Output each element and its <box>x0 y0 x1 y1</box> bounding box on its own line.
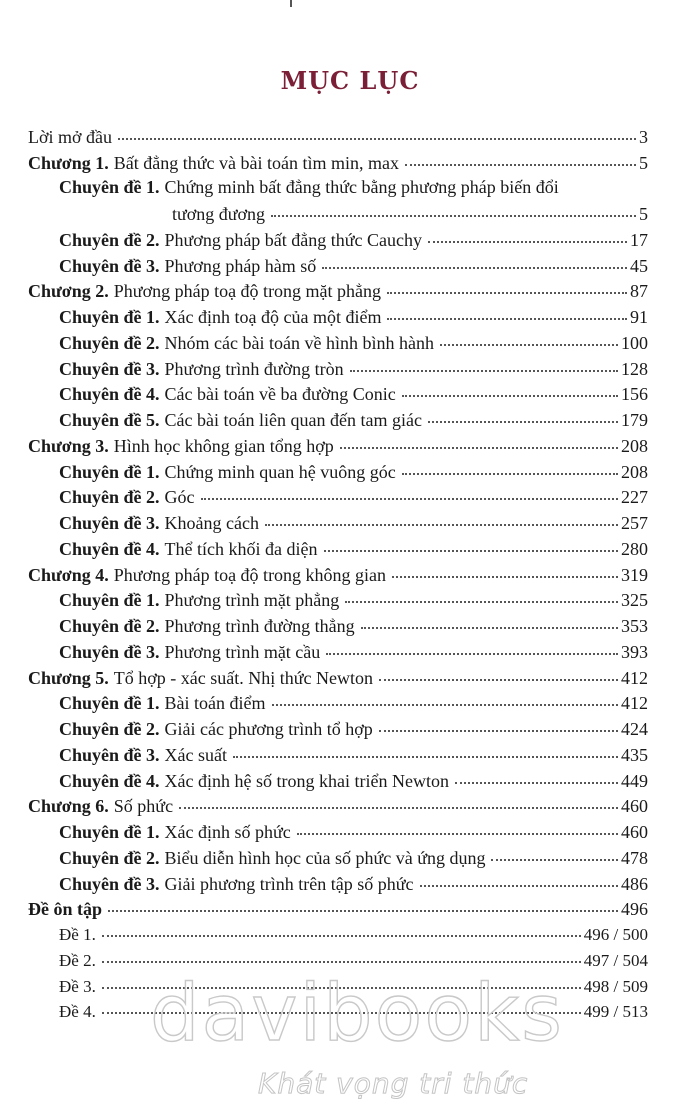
toc-entry-title: Phương pháp toạ độ trong không gian <box>113 564 387 585</box>
dot-leader <box>102 961 581 963</box>
toc-entry-page-number: 498 / 509 <box>583 976 648 996</box>
toc-entry-page-number: 478 <box>621 847 648 868</box>
toc-entry-page-number: 257 <box>621 513 648 533</box>
toc-entry <box>28 382 648 408</box>
dot-leader <box>402 395 618 397</box>
toc-entry <box>28 639 648 665</box>
dot-leader <box>345 601 618 603</box>
toc-entry-page-number: 499 / 513 <box>583 1002 648 1022</box>
toc-entry-title: Phương pháp toạ độ trong mặt phẳng <box>113 281 382 302</box>
toc-entry-title: Tổ hợp - xác suất. Nhị thức Newton <box>113 667 374 688</box>
toc-entry <box>28 794 648 820</box>
toc-entry-title: Giải các phương trình tổ hợp <box>164 719 373 739</box>
toc-entry-label: Chuyên đề 1. <box>59 693 160 714</box>
toc-entry-title: Bất đẳng thức và bài toán tìm min, max <box>113 152 399 173</box>
toc-entry-page-number: 5 <box>639 204 648 224</box>
dot-leader <box>379 679 618 681</box>
toc-entry-page-number: 319 <box>621 564 648 585</box>
toc-entry <box>28 691 648 717</box>
toc-entry-label: Chuyên đề 1. <box>59 590 160 611</box>
toc-entry-label: Chuyên đề 2. <box>59 616 160 636</box>
toc-entry-title: Đề 4. <box>59 1002 96 1022</box>
toc-entry-page-number: 128 <box>621 358 648 379</box>
toc-entry-title: Các bài toán liên quan đến tam giác <box>164 410 422 430</box>
toc-entry <box>28 227 648 253</box>
toc-entry-title: Phương trình mặt phẳng <box>164 590 340 611</box>
dot-leader <box>297 833 618 835</box>
toc-entry <box>28 201 648 227</box>
toc-entry-page-number: 280 <box>621 538 648 559</box>
toc-entry-page-number: 393 <box>621 641 648 662</box>
toc-entry <box>28 510 648 536</box>
toc-entry-page-number: 486 <box>621 873 648 894</box>
toc-entry <box>28 253 648 279</box>
dot-leader <box>102 935 581 937</box>
toc-entry-page-number: 208 <box>621 435 648 456</box>
toc-entry-title: Phương pháp hàm số <box>164 255 317 276</box>
toc-entry-label: Chương 5. <box>28 667 109 688</box>
toc-entry <box>28 819 648 845</box>
toc-entry <box>28 613 648 639</box>
toc-entry-label: Chuyên đề 3. <box>59 255 160 276</box>
toc-entry-page-number: 496 / 500 <box>583 925 648 944</box>
toc-entry-page-number: 496 <box>621 899 648 920</box>
toc-entry-label: Chuyên đề 5. <box>59 410 160 430</box>
toc-entry-page-number: 208 <box>621 461 648 482</box>
dot-leader <box>326 653 618 655</box>
dot-leader <box>402 473 618 475</box>
toc-entry-label: Chuyên đề 2. <box>59 847 160 868</box>
toc-entry-title: Phương trình mặt cầu <box>164 641 321 662</box>
toc-entry-label: Chuyên đề 3. <box>59 513 160 533</box>
toc-entry <box>28 407 648 433</box>
toc-entry-page-number: 353 <box>621 616 648 636</box>
toc-entry <box>28 485 648 511</box>
dot-leader <box>361 627 618 629</box>
toc-entry-title: Đề 3. <box>59 976 96 996</box>
toc-entry <box>28 665 648 691</box>
dot-leader <box>491 859 618 861</box>
dot-leader <box>387 292 627 294</box>
toc-entry <box>28 922 648 948</box>
dot-leader <box>324 550 619 552</box>
toc-entry <box>28 124 648 150</box>
toc-entry-title: Chứng minh quan hệ vuông góc <box>164 461 396 482</box>
dot-leader <box>428 241 627 243</box>
watermark-slogan: Khát vọng tri thức <box>258 1067 529 1100</box>
toc-entry-title: Góc <box>164 487 195 508</box>
toc-entry-page-number: 449 <box>621 770 648 791</box>
toc-entry <box>28 433 648 459</box>
toc-entry-title: Xác định số phức <box>164 822 291 842</box>
toc-entry-label: Chuyên đề 4. <box>59 384 160 405</box>
toc-entry <box>28 716 648 742</box>
toc-entry-title: Xác suất <box>164 744 228 765</box>
toc-entry-page-number: 91 <box>630 307 648 327</box>
toc-entry-title: Biểu diễn hình học của số phức và ứng dụng <box>164 847 486 868</box>
toc-entry-page-number: 100 <box>621 332 648 353</box>
toc-entry <box>28 150 648 176</box>
dot-leader <box>392 576 618 578</box>
toc-entry-label: Chuyên đề 4. <box>59 770 160 791</box>
toc-entry <box>28 176 648 202</box>
toc-entry-title: Đề 2. <box>59 950 96 970</box>
toc-entry-title: Chứng minh bất đẳng thức bằng phương pháp biến đổi <box>164 176 559 197</box>
toc-entry-label: Chuyên đề 1. <box>59 176 160 197</box>
toc-entry <box>28 330 648 356</box>
dot-leader <box>233 756 618 758</box>
toc-entry-label: Chương 2. <box>28 281 109 302</box>
toc-entry-label: Chương 4. <box>28 564 109 585</box>
dot-leader <box>108 910 618 912</box>
dot-leader <box>272 704 618 706</box>
toc-entry-page-number: 17 <box>630 229 648 250</box>
dot-leader <box>179 807 618 809</box>
toc-entry <box>28 742 648 768</box>
dot-leader <box>440 344 618 346</box>
dot-leader <box>405 164 636 166</box>
toc-entry-label: Chuyên đề 1. <box>59 307 160 327</box>
page-edge-mark <box>290 0 292 7</box>
dot-leader <box>350 370 618 372</box>
toc-entry-label: Chuyên đề 1. <box>59 822 160 842</box>
toc-entry <box>28 588 648 614</box>
toc-entry-page-number: 412 <box>621 667 648 688</box>
toc-entry-label: Chuyên đề 3. <box>59 744 160 765</box>
toc-entry-title: Thể tích khối đa diện <box>164 538 318 559</box>
toc-entry <box>28 356 648 382</box>
dot-leader <box>201 498 618 500</box>
dot-leader <box>428 421 618 423</box>
page-title: MỤC LỤC <box>280 66 420 95</box>
toc-entry-label: Chuyên đề 1. <box>59 461 160 482</box>
toc-entry-title: Phương trình đường tròn <box>164 358 344 379</box>
toc-entry-page-number: 156 <box>621 384 648 405</box>
watermark-logo: davibooks <box>150 969 564 1059</box>
dot-leader <box>322 267 627 269</box>
toc-entry-label: Chuyên đề 3. <box>59 641 160 662</box>
toc-entry-page-number: 87 <box>630 281 648 302</box>
toc-entry-page-number: 497 / 504 <box>583 950 648 970</box>
toc-entry <box>28 845 648 871</box>
toc-entry-title: Xác định toạ độ của một điểm <box>164 307 382 327</box>
toc-entry <box>28 768 648 794</box>
dot-leader <box>265 524 618 526</box>
dot-leader <box>118 138 636 140</box>
toc-entry-label: Chuyên đề 3. <box>59 873 160 894</box>
toc-entry-title: Đề 1. <box>59 925 96 944</box>
dot-leader <box>379 730 618 732</box>
toc-entry-page-number: 435 <box>621 744 648 765</box>
toc-entry-title: Xác định hệ số trong khai triển Newton <box>164 770 449 791</box>
toc-entry-page-number: 45 <box>630 255 648 276</box>
toc-entry-title: Lời mở đầu <box>28 126 113 147</box>
toc-entry <box>28 304 648 330</box>
dot-leader <box>420 885 618 887</box>
dot-leader <box>387 318 627 320</box>
toc-entry-page-number: 460 <box>621 796 648 817</box>
toc-entry-page-number: 179 <box>621 410 648 430</box>
toc-entry-title: Số phức <box>113 796 174 817</box>
toc-entry-title: Phương pháp bất đẳng thức Cauchy <box>164 229 423 250</box>
toc-entry-label: Chương 1. <box>28 152 109 173</box>
toc-entry <box>28 897 648 923</box>
toc-entry-page-number: 460 <box>621 822 648 842</box>
toc-entry-label: Chuyên đề 2. <box>59 719 160 739</box>
toc-entry-page-number: 325 <box>621 590 648 611</box>
dot-leader <box>455 782 618 784</box>
toc-entry-page-number: 3 <box>639 126 648 147</box>
toc-entry-title: Giải phương trình trên tập số phức <box>164 873 414 894</box>
toc-entry-title: tương đương <box>172 204 266 224</box>
toc-entry-page-number: 227 <box>621 487 648 508</box>
toc-entry-label: Chuyên đề 2. <box>59 332 160 353</box>
toc-entry <box>28 279 648 305</box>
toc-entry <box>28 562 648 588</box>
toc-entry-label: Chuyên đề 3. <box>59 358 160 379</box>
toc-entry <box>28 459 648 485</box>
dot-leader <box>340 447 618 449</box>
toc-entry-page-number: 5 <box>639 152 648 173</box>
toc-entry-title: Các bài toán về ba đường Conic <box>164 384 396 405</box>
toc-entry-page-number: 412 <box>621 693 648 714</box>
toc-entry-title: Phương trình đường thẳng <box>164 616 355 636</box>
table-of-contents <box>28 124 648 1025</box>
toc-entry-label: Chương 3. <box>28 435 109 456</box>
toc-entry-label: Chuyên đề 4. <box>59 538 160 559</box>
toc-entry-title: Khoảng cách <box>164 513 259 533</box>
toc-entry-label: Đề ôn tập <box>28 899 103 920</box>
toc-entry-title: Hình học không gian tổng hợp <box>113 435 334 456</box>
toc-entry-title: Bài toán điểm <box>164 693 266 714</box>
toc-entry <box>28 871 648 897</box>
toc-entry-title: Nhóm các bài toán về hình bình hành <box>164 332 434 353</box>
dot-leader <box>271 215 636 217</box>
toc-entry <box>28 536 648 562</box>
toc-entry-page-number: 424 <box>621 719 648 739</box>
toc-entry-label: Chương 6. <box>28 796 109 817</box>
toc-entry-label: Chuyên đề 2. <box>59 487 160 508</box>
toc-entry-label: Chuyên đề 2. <box>59 229 160 250</box>
